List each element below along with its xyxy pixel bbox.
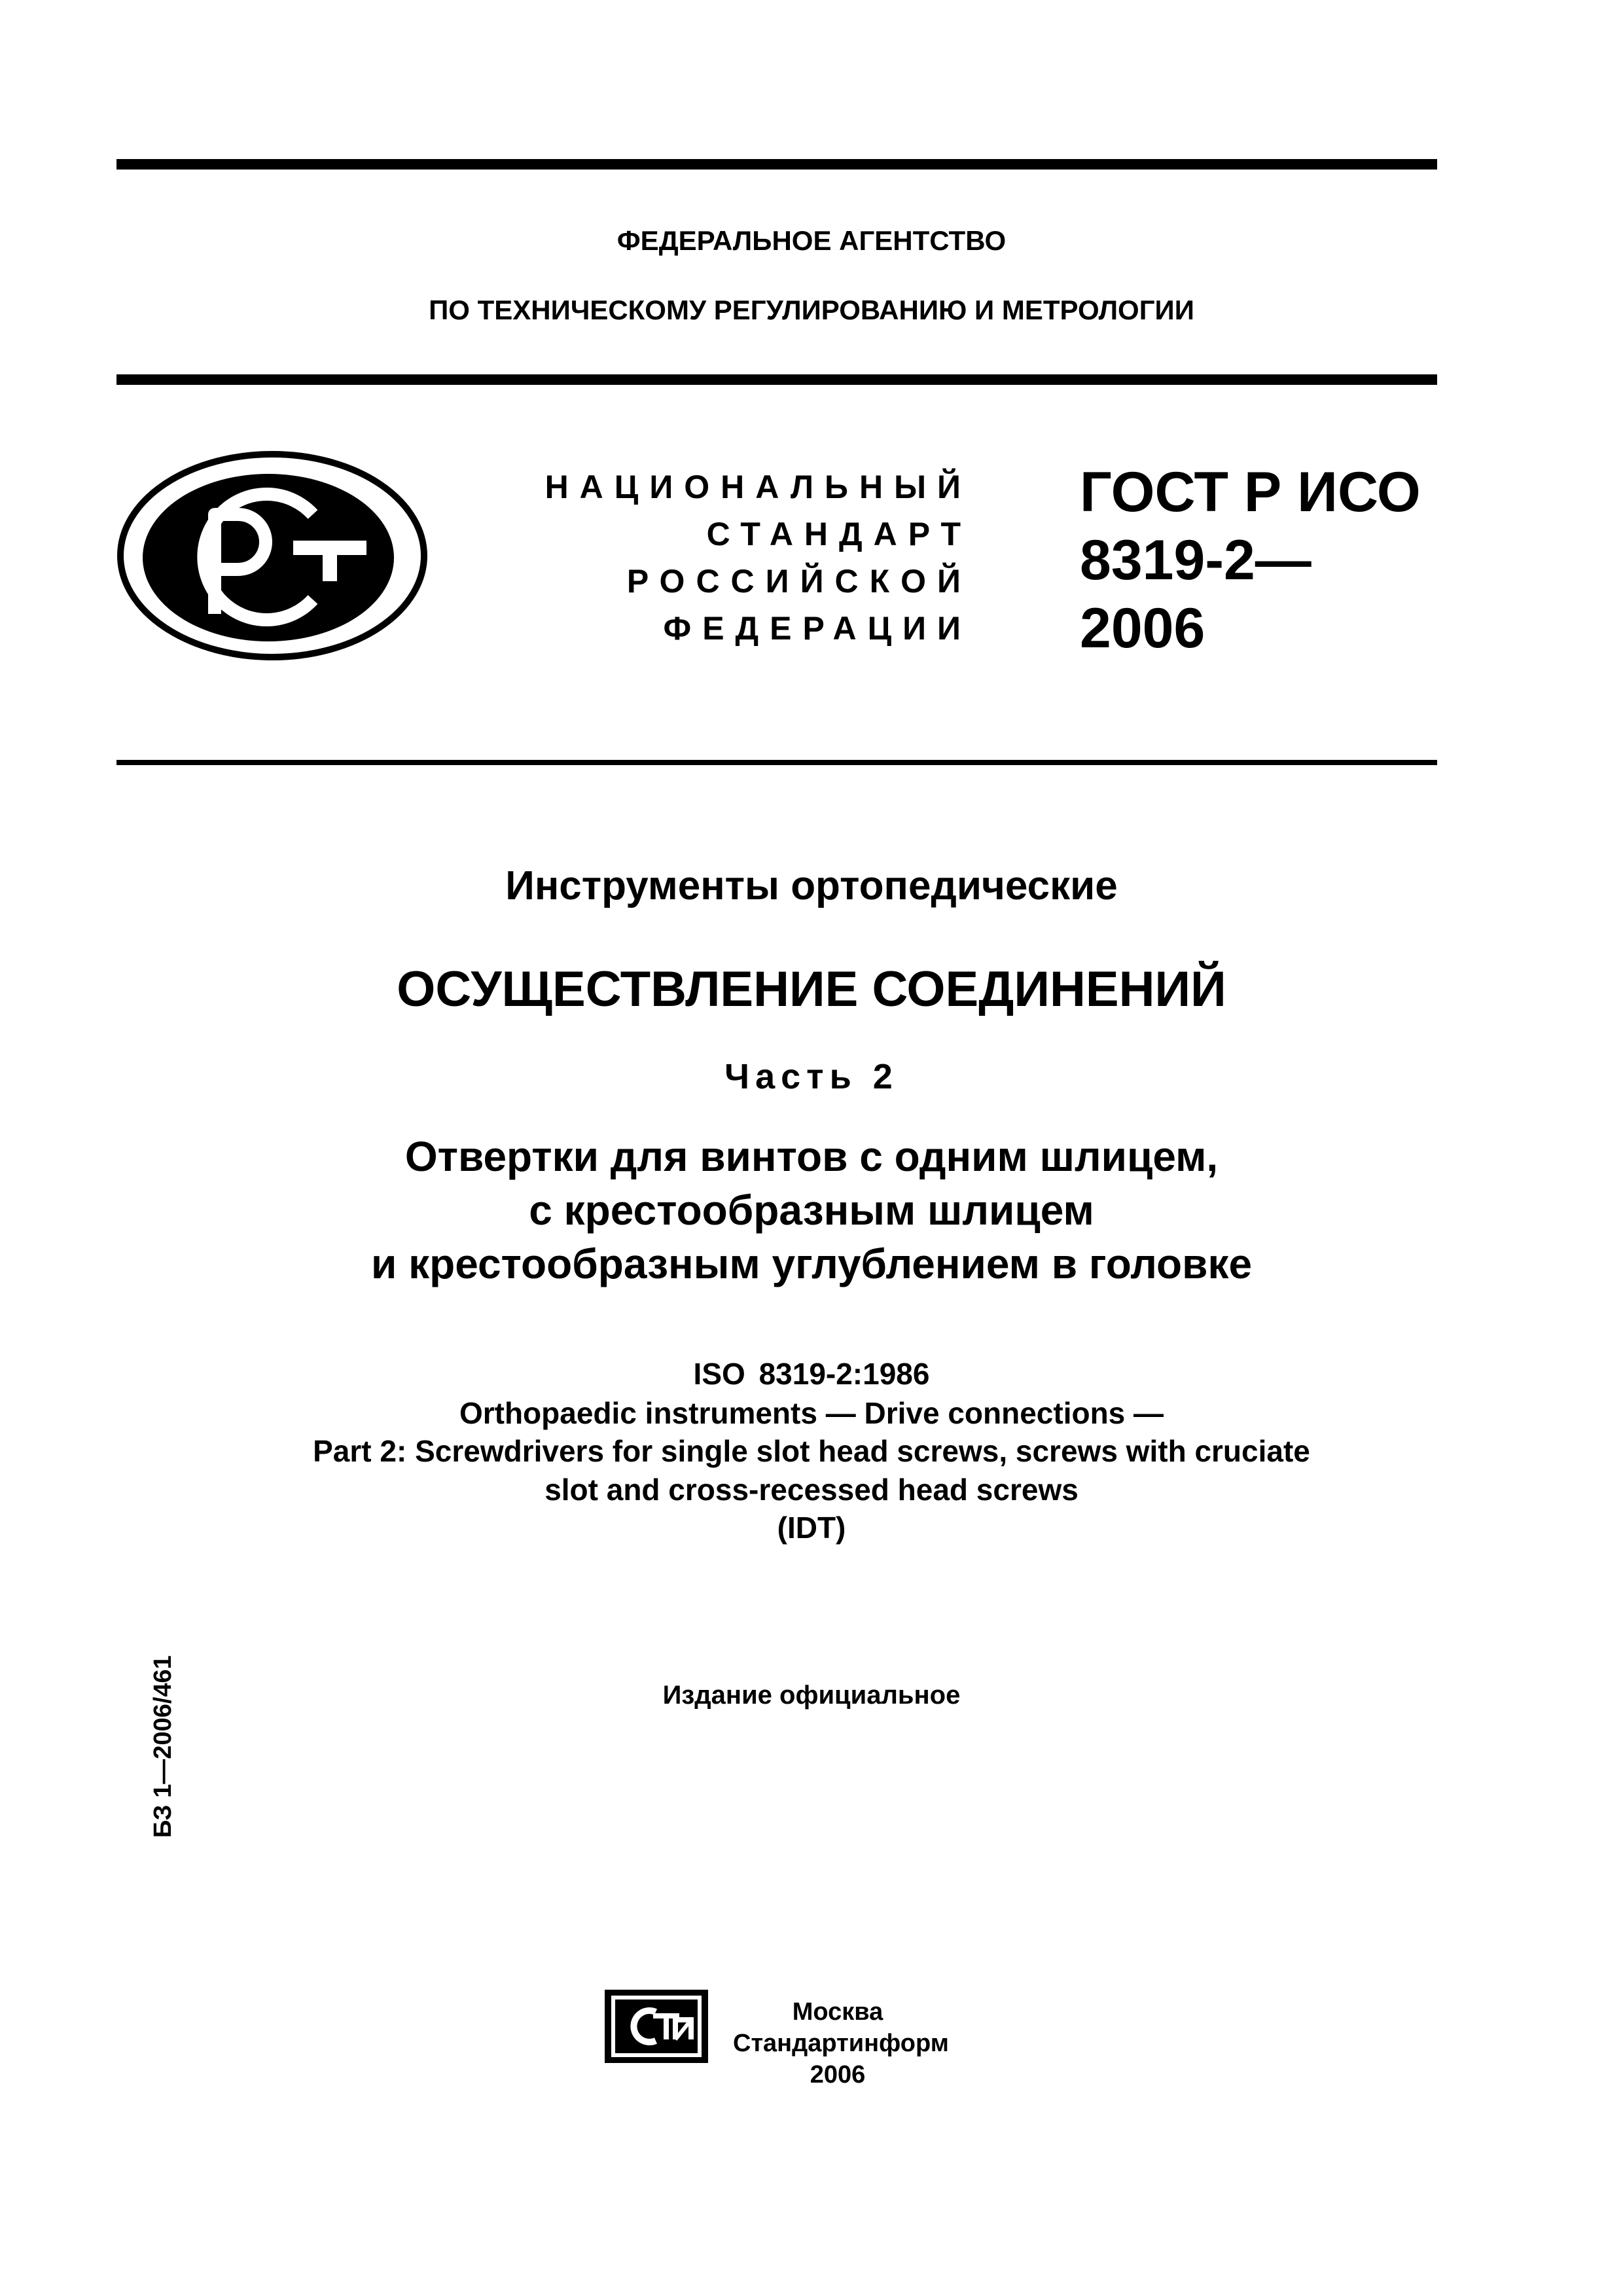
publisher-year: 2006 [810,2061,866,2089]
english-title-line-4: slot and cross-recessed head screws [544,1473,1079,1507]
agency-line-1: ФЕДЕРАЛЬНОЕ АГЕНТСТВО [616,225,1007,256]
document-title-caps: ОСУЩЕСТВЛЕНИЕ СОЕДИНЕНИЙ [397,961,1226,1017]
standartinform-sti-logo-icon [605,1990,708,2063]
designation-line-2: 8319-2— [1080,529,1311,592]
document-subtitle-line-1: Отвертки для винтов с одним шлицем, [404,1133,1219,1180]
standard-designation [1080,458,1421,662]
designation-line-1: ГОСТ Р ИСО [1080,461,1421,524]
side-catalog-code: БЗ 1—2006/461 [149,1655,177,1838]
iso-reference: ISO 8319-2:1986 [693,1357,930,1391]
agency-line-2: ПО ТЕХНИЧЕСКОМУ РЕГУЛИРОВАНИЮ И МЕТРОЛОГИИ [429,295,1194,325]
document-subtitle-line-2: с крестообразным шлицем [529,1187,1094,1234]
document-title-main: Инструменты ортопедические [505,863,1118,908]
national-standard-line-1: НАЦИОНАЛЬНЫЙ [544,469,972,505]
national-standard-line-2: СТАНДАРТ [706,516,972,552]
official-edition-label: Издание официальное [662,1681,961,1710]
publisher-city: Москва [792,1998,883,2026]
gost-r-certification-mark-icon [116,450,428,661]
publisher-info [733,1996,949,2090]
header-bottom-rule [116,760,1437,765]
document-part: Часть 2 [724,1057,899,1096]
publisher-name: Стандартинформ [733,2030,949,2057]
english-title-line-2: Orthopaedic instruments — Drive connections — [459,1396,1164,1430]
top-rule [116,159,1437,170]
english-title-line-3: Part 2: Screwdrivers for single slot head screws, screws with cruciate [313,1434,1310,1468]
document-subtitle-line-3: и крестообразным углублением в головке [370,1240,1253,1287]
agency-bottom-rule [116,374,1437,385]
designation-line-3: 2006 [1080,597,1205,660]
national-standard-line-3: РОССИЙСКОЙ [626,563,972,600]
national-standard-label [490,463,972,652]
national-standard-line-4: ФЕДЕРАЦИИ [663,610,972,647]
identity-marker: (IDT) [777,1511,846,1545]
